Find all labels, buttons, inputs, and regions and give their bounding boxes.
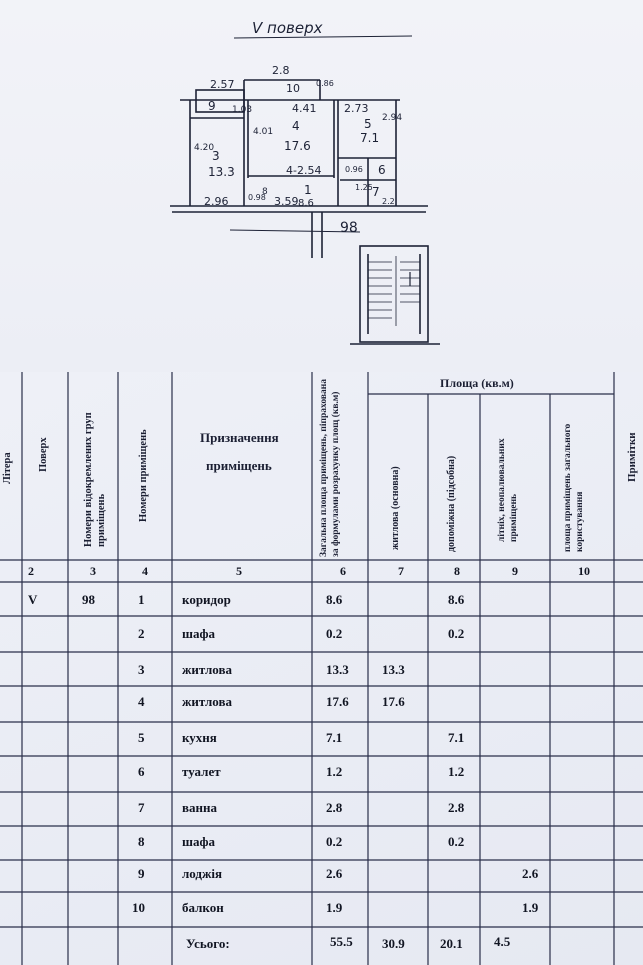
header-notes: Примітки (626, 432, 638, 482)
living-area-cell: 13.3 (382, 662, 405, 677)
dim-label: 2.94 (382, 113, 403, 123)
dim-label: 4.41 (292, 102, 317, 115)
col-number: 10 (578, 564, 590, 578)
floor-value: V (28, 592, 38, 607)
plan-rooms (208, 99, 386, 209)
room-number: 8 (262, 187, 268, 197)
header-living: житлова (основна) (390, 466, 401, 550)
aux-area-cell: 8.6 (448, 592, 465, 607)
room-number: 7 (372, 185, 380, 199)
floor-plan-drawing (0, 0, 643, 372)
room-purpose-cell: ванна (182, 800, 218, 815)
header-floor: Поверх (38, 437, 49, 472)
header-area-group: Площа (кв.м) (440, 376, 514, 390)
header-summer: літніх, неопалювальних приміщень (497, 438, 519, 542)
explication-table-photo (0, 372, 643, 965)
header-total-area: Загальна площа приміщень, піпрахована за формулами розрахунку площ (кв.м) (319, 378, 341, 557)
room-area: 13.3 (208, 165, 235, 179)
dim-label: 2.73 (344, 102, 369, 115)
header-auxiliary: допоміжна (підсобна) (446, 455, 457, 552)
floor-title: Ⅴ поверх (252, 19, 323, 37)
dim-label: 0.98 (248, 193, 266, 202)
total-living-value: 30.9 (382, 936, 405, 951)
room-purpose-cell: кухня (182, 730, 217, 745)
room-area: 17.6 (284, 139, 311, 153)
total-area-cell: 17.6 (326, 694, 349, 709)
room-purpose-cell: туалет (182, 764, 221, 779)
room-number-cell: 5 (138, 730, 145, 745)
col-number: 4 (142, 564, 148, 578)
room-number: 1 (304, 183, 312, 197)
floor-plan-photo (0, 0, 643, 372)
room-number-cell: 3 (138, 662, 145, 677)
dim-label: 0.96 (345, 165, 363, 174)
room-number-cell: 6 (138, 764, 145, 779)
dim-label: 2.57 (210, 78, 235, 91)
aux-area-cell: 0.2 (448, 834, 465, 849)
room-number: 5 (364, 117, 372, 131)
living-area-cell: 17.6 (382, 694, 405, 709)
room-number-cell: 1 (138, 592, 145, 607)
room-number: 3 (212, 149, 220, 163)
col-number: 8 (454, 564, 460, 578)
total-area-cell: 7.1 (326, 730, 343, 745)
total-area-cell: 8.6 (326, 592, 343, 607)
total-area-cell: 0.2 (326, 834, 343, 849)
aux-area-cell: 7.1 (448, 730, 465, 745)
total-area-cell: 0.2 (326, 626, 343, 641)
header-litera: Літера (2, 452, 13, 484)
total-aux-value: 20.1 (440, 936, 463, 951)
total-area-value: 55.5 (330, 934, 353, 949)
aux-area-cell: 0.2 (448, 626, 465, 641)
aux-area-cell: 1.2 (448, 764, 465, 779)
total-area-cell: 2.8 (326, 800, 343, 815)
room-number: 4 (292, 119, 300, 133)
header-purpose-line1: Призначення (200, 430, 279, 445)
total-label: Усього: (186, 936, 230, 951)
summer-area-cell: 1.9 (522, 900, 539, 915)
total-area-cell: 1.9 (326, 900, 343, 915)
room-purpose-cell: житлова (182, 694, 232, 709)
room-purpose-cell: лоджія (182, 866, 223, 881)
dim-label: 4.01 (253, 127, 274, 137)
total-summer-value: 4.5 (494, 934, 511, 949)
room-number-cell: 10 (132, 900, 145, 915)
dim-label: 1.03 (232, 105, 253, 115)
room-number-cell: 4 (138, 694, 145, 709)
dim-label: 0.86 (316, 79, 334, 88)
room-purpose-cell: шафа (182, 626, 215, 641)
dim-label: 4.20 (194, 143, 215, 153)
room-number: 9 (208, 99, 216, 113)
header-common: площа приміщень загального користування (563, 423, 585, 552)
group-value: 98 (82, 592, 95, 607)
total-area-cell: 2.6 (326, 866, 343, 881)
dim-label: 4-2.54 (286, 164, 322, 177)
dim-label: 3.59 (274, 195, 299, 208)
room-purpose-cell: балкон (182, 900, 224, 915)
dim-label: 2.96 (204, 195, 229, 208)
room-purpose-cell: шафа (182, 834, 215, 849)
col-number: 2 (28, 564, 34, 578)
header-rooms-no: Номери приміщень (138, 429, 149, 522)
room-purpose-cell: коридор (182, 592, 231, 607)
header-purpose-line2: приміщень (206, 458, 272, 473)
apartment-number: 98 (340, 220, 358, 236)
col-number: 7 (398, 564, 404, 578)
dim-label: 1.25 (355, 183, 373, 192)
col-number: 6 (340, 564, 346, 578)
room-number-cell: 2 (138, 626, 145, 641)
dim-label: 10 (286, 82, 300, 95)
summer-area-cell: 2.6 (522, 866, 539, 881)
total-area-cell: 1.2 (326, 764, 343, 779)
total-area-cell: 13.3 (326, 662, 349, 677)
room-purpose-cell: житлова (182, 662, 232, 677)
room-number-cell: 7 (138, 800, 145, 815)
stair-treads (368, 256, 420, 326)
room-number-cell: 8 (138, 834, 145, 849)
dim-label: 2.8 (272, 64, 290, 77)
col-number: 5 (236, 564, 242, 578)
room-area: 7.1 (360, 131, 380, 145)
room-number-cell: 9 (138, 866, 145, 881)
col-number: 9 (512, 564, 518, 578)
aux-area-cell: 2.8 (448, 800, 465, 815)
header-groups: Номери відокремлених груп приміщень (83, 412, 107, 547)
room-area: 8.6 (298, 198, 314, 209)
room-number: 6 (378, 163, 386, 177)
dim-label: 2.2 (382, 197, 395, 206)
col-number: 3 (90, 564, 96, 578)
